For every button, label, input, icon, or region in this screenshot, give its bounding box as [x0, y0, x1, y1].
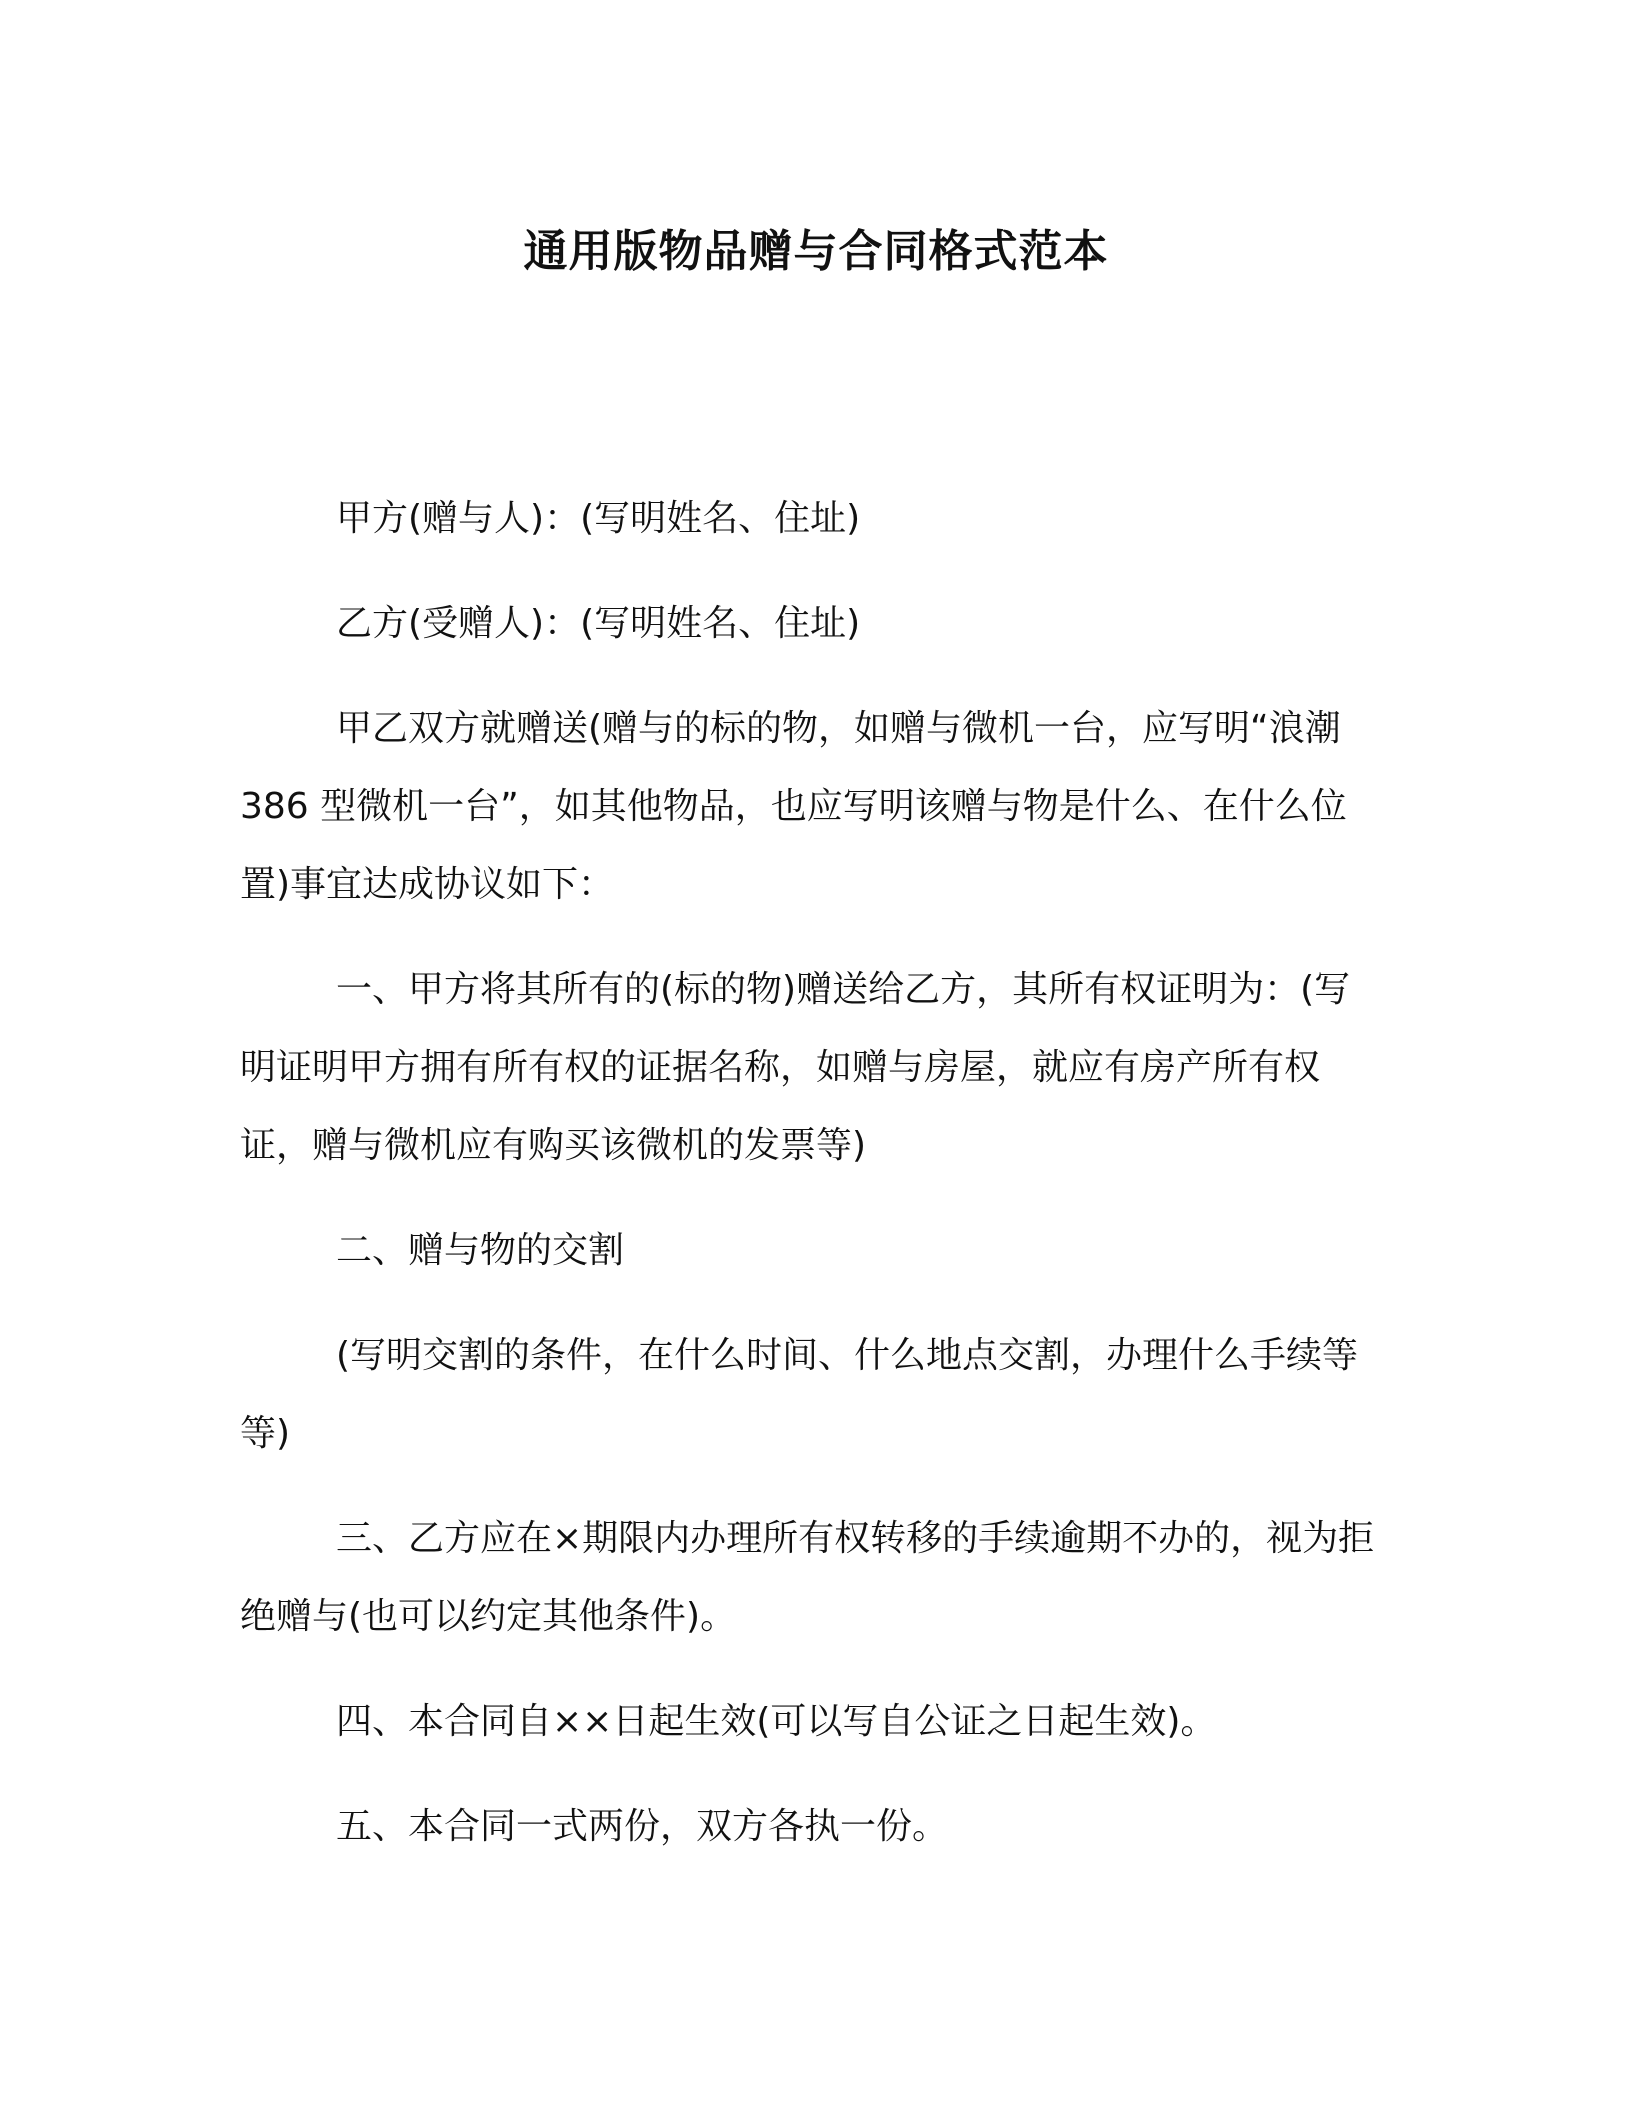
clause-3-paragraph: 三、乙方应在×期限内办理所有权转移的手续逾期不办的，视为拒绝赠与(也可以约定其他条件)。	[240, 1518, 1375, 1637]
document-title: 通用版物品赠与合同格式范本	[523, 226, 1109, 277]
party-b-line: 乙方(受赠人)：(写明姓名、住址)	[336, 603, 861, 644]
document-body	[240, 480, 1375, 1893]
party-a-line: 甲方(赠与人)：(写明姓名、住址)	[336, 498, 861, 539]
clause-2-heading: 二、赠与物的交割	[336, 1230, 625, 1271]
clause-1-paragraph: 一、甲方将其所有的(标的物)赠送给乙方，其所有权证明为：(写明证明甲方拥有所有权的证据名称，如赠与房屋，就应有房产所有权证，赠与微机应有购买该微机的发票等)	[240, 969, 1351, 1166]
clause-2-detail-paragraph: (写明交割的条件，在什么时间、什么地点交割，办理什么手续等等)	[240, 1335, 1359, 1454]
agreement-intro-paragraph: 甲乙双方就赠送(赠与的标的物，如赠与微机一台，应写明“浪潮 386 型微机一台”，如其他物品，也应写明该赠与物是什么、在什么位置)事宜达成协议如下：	[240, 708, 1347, 905]
clause-5-paragraph: 五、本合同一式两份，双方各执一份。	[336, 1806, 949, 1847]
clause-4-paragraph: 四、本合同自××日起生效(可以写自公证之日起生效)。	[336, 1701, 1217, 1742]
